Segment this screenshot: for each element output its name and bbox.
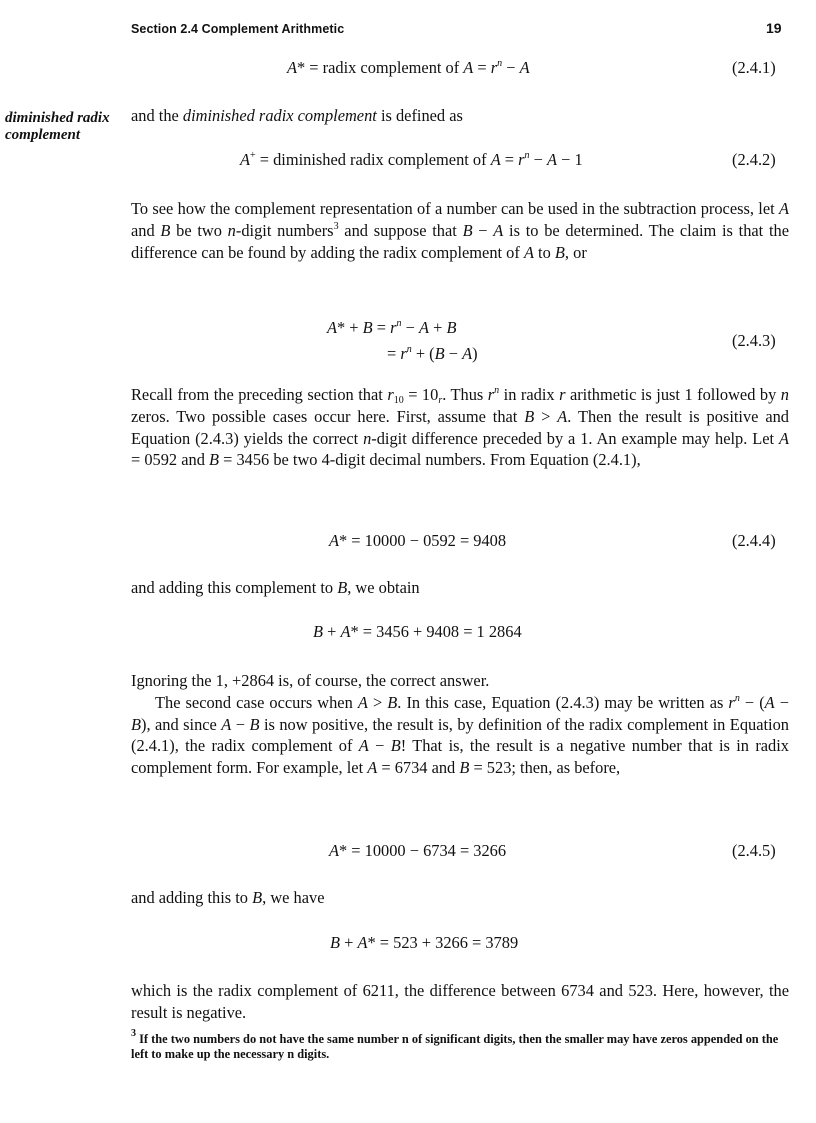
running-head: Section 2.4 Complement Arithmetic	[131, 22, 345, 36]
equation-2-4-4: A* = 10000 − 0592 = 9408	[329, 531, 507, 550]
equation-number-2-4-2: (2.4.2)	[732, 150, 776, 169]
equation-2-4-1: A* = radix complement of $A = r^n - A$	[287, 58, 530, 77]
equation-number-2-4-5: (2.4.5)	[732, 841, 776, 860]
footnote-text: If the two numbers do not have the same number n of significant digits, then the smaller may have zeros appended on the left to make up the necessary n digits.	[131, 1032, 779, 1061]
intro-prefix: and the	[131, 106, 179, 125]
equation-number-2-4-1: (2.4.1)	[732, 58, 776, 77]
paragraph-adding-complement: and adding this complement to B, we obtain	[131, 578, 420, 597]
equation-2-4-5: A* = 10000 − 6734 = 3266	[329, 841, 507, 860]
equation-2-4-3-line-1: $A* + B = r^n - A + B$	[327, 318, 457, 337]
paragraph-subtraction: To see how the complement representation of a number can be used in the subtraction process, let A and B be two n-digit numbers$^3$ and suppose that B − A is to be determined. The claim is that the difference can be found by adding the radix complement of A to B, or	[131, 199, 789, 262]
equation-number-2-4-4: (2.4.4)	[732, 531, 776, 550]
page-number: 19	[766, 20, 782, 36]
paragraph-diminished-intro	[131, 105, 789, 127]
margin-note: diminished radix complement	[5, 110, 110, 143]
equation-number-2-4-3: (2.4.3)	[732, 331, 776, 350]
intro-term: diminished radix complement	[182, 106, 377, 125]
equation-sum-1: B + A* = 3456 + 9408 = 1 2864	[313, 622, 522, 641]
footnote	[131, 1028, 791, 1062]
paragraph-adding-this: and adding this to B, we have	[131, 888, 325, 907]
equation-sum-2: B + A* = 523 + 3266 = 3789	[330, 933, 519, 952]
paragraph-second-case: Ignoring the 1, +2864 is, of course, the correct answer. The second case occurs when A > B. In this case, Equation (2.4.3) may be written as $r^n - (A - B)$, and since A − B is now positive, the result is, by definition of the radix complement in Equation (2.4.1), the radix complement of A − B! That is, the result is a negative number that is in radix complement form. For example, let A = 6734 and B = 523; then, as before,	[131, 671, 790, 778]
intro-suffix: is defined as	[380, 106, 463, 125]
footnote-marker: 3	[131, 1028, 136, 1039]
equation-2-4-2: A+ = diminished radix complement of $A = r^n - A - 1$	[240, 150, 583, 169]
paragraph-recall: Recall from the preceding section that $r_{10} = 10_r$. Thus $r^n$ in radix r arithmetic is just 1 followed by n zeros. Two possible cases occur here. First, assume that B > A. Then the result is positive and Equation (2.4.3) yields the correct n-digit difference preceded by a 1. An example may help. Let A = 0592 and B = 3456 be two 4-digit decimal numbers. From Equation (2.4.1),	[131, 385, 789, 470]
equation-2-4-3-line-2: = $r^n + (B - A)$	[387, 344, 478, 363]
paragraph-conclusion: which is the radix complement of 6211, the difference between 6734 and 523. Here, however, the result is negative.	[131, 981, 789, 1022]
